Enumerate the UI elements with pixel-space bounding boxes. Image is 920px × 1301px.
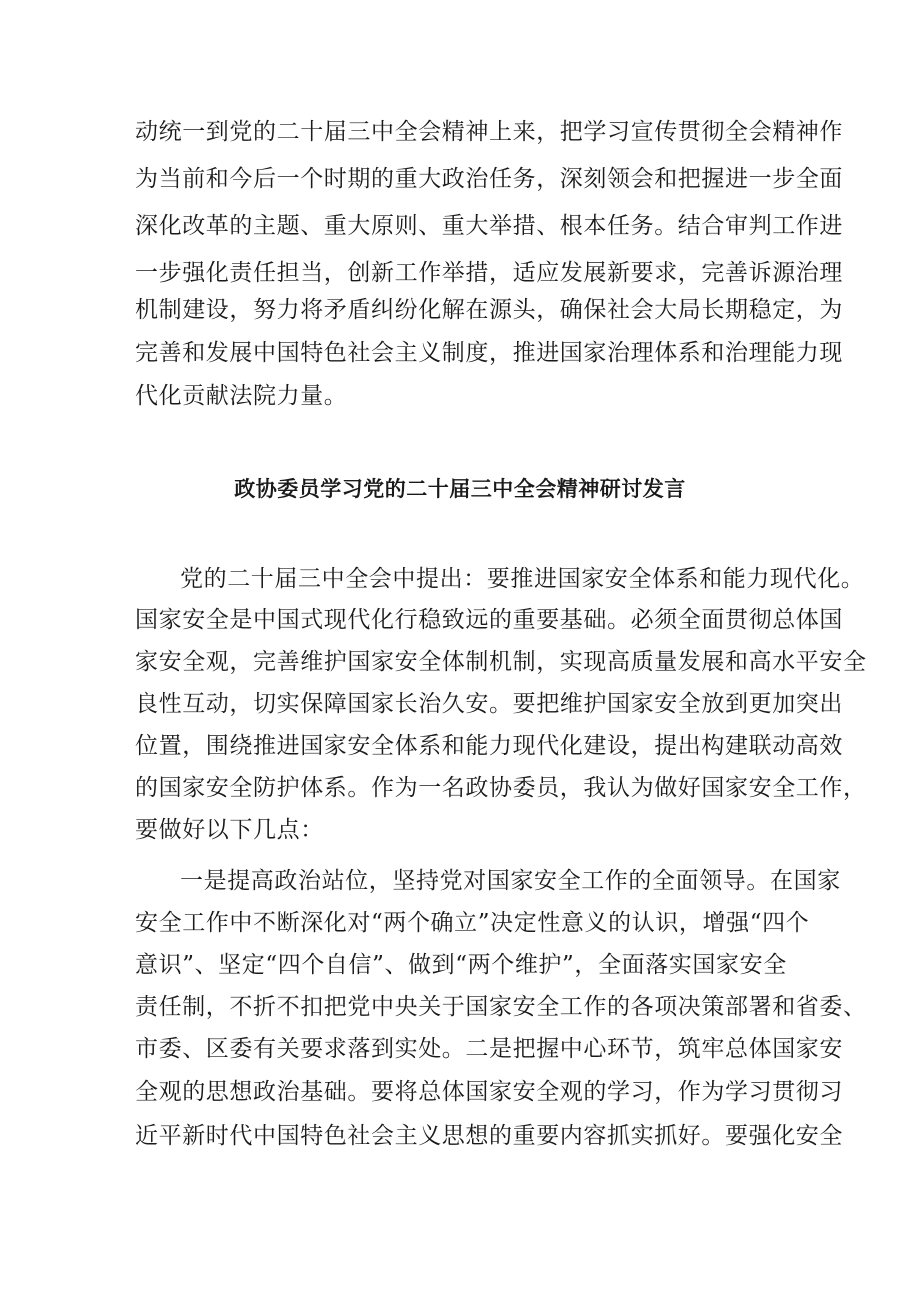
paragraph-2-line-7: 近平新时代中国特色社会主义思想的重要内容抓实抓好。要强化安全 <box>135 1123 843 1149</box>
intro-line-5: 机制建设，努力将矛盾纠纷化解在源头，确保社会大局长期稳定，为 <box>135 297 843 323</box>
paragraph-1-line-6: 的国家安全防护体系。作为一名政协委员，我认为做好国家安全工作， <box>135 775 867 801</box>
paragraph-2-line-1: 一是提高政治站位，坚持党对国家安全工作的全面领导。在国家 <box>180 868 841 894</box>
paragraph-2-line-3: 意识”、坚定“四个自信”、做到“两个维护”，全面落实国家安全 <box>135 952 787 978</box>
paragraph-2-line-5: 市委、区委有关要求落到实处。二是把握中心环节，筑牢总体国家安 <box>135 1036 843 1062</box>
intro-line-1: 动统一到党的二十届三中全会精神上来，把学习宣传贯彻全会精神作 <box>135 119 843 145</box>
intro-line-4: 一步强化责任担当，创新工作举措，适应发展新要求，完善诉源治理 <box>135 260 843 286</box>
paragraph-2-line-2: 安全工作中不断深化对“两个确立”决定性意义的认识，增强“四个 <box>135 910 810 936</box>
paragraph-1-line-1: 党的二十届三中全会中提出：要推进国家安全体系和能力现代化。 <box>180 566 865 592</box>
intro-line-2: 为当前和今后一个时期的重大政治任务，深刻领会和把握进一步全面 <box>135 166 843 192</box>
paragraph-2-line-4: 责任制，不折不扣把党中央关于国家安全工作的各项决策部署和省委、 <box>135 994 867 1020</box>
intro-line-3: 深化改革的主题、重大原则、重大举措、根本任务。结合审判工作进 <box>135 213 843 239</box>
paragraph-1-line-7: 要做好以下几点： <box>135 817 324 843</box>
paragraph-1-line-2: 国家安全是中国式现代化行稳致远的重要基础。必须全面贯彻总体国 <box>135 607 843 633</box>
intro-line-6: 完善和发展中国特色社会主义制度，推进国家治理体系和治理能力现 <box>135 340 843 366</box>
paragraph-1-line-5: 位置，围绕推进国家安全体系和能力现代化建设，提出构建联动高效 <box>135 733 843 759</box>
section-title: 政协委员学习党的二十届三中全会精神研讨发言 <box>234 477 686 501</box>
intro-line-7: 代化贡献法院力量。 <box>135 383 348 409</box>
paragraph-1-line-3: 家安全观，完善维护国家安全体制机制，实现高质量发展和高水平安全 <box>135 649 867 675</box>
paragraph-2-line-6: 全观的思想政治基础。要将总体国家安全观的学习，作为学习贯彻习 <box>135 1079 843 1105</box>
paragraph-1-line-4: 良性互动，切实保障国家长治久安。要把维护国家安全放到更加突出 <box>135 691 843 717</box>
